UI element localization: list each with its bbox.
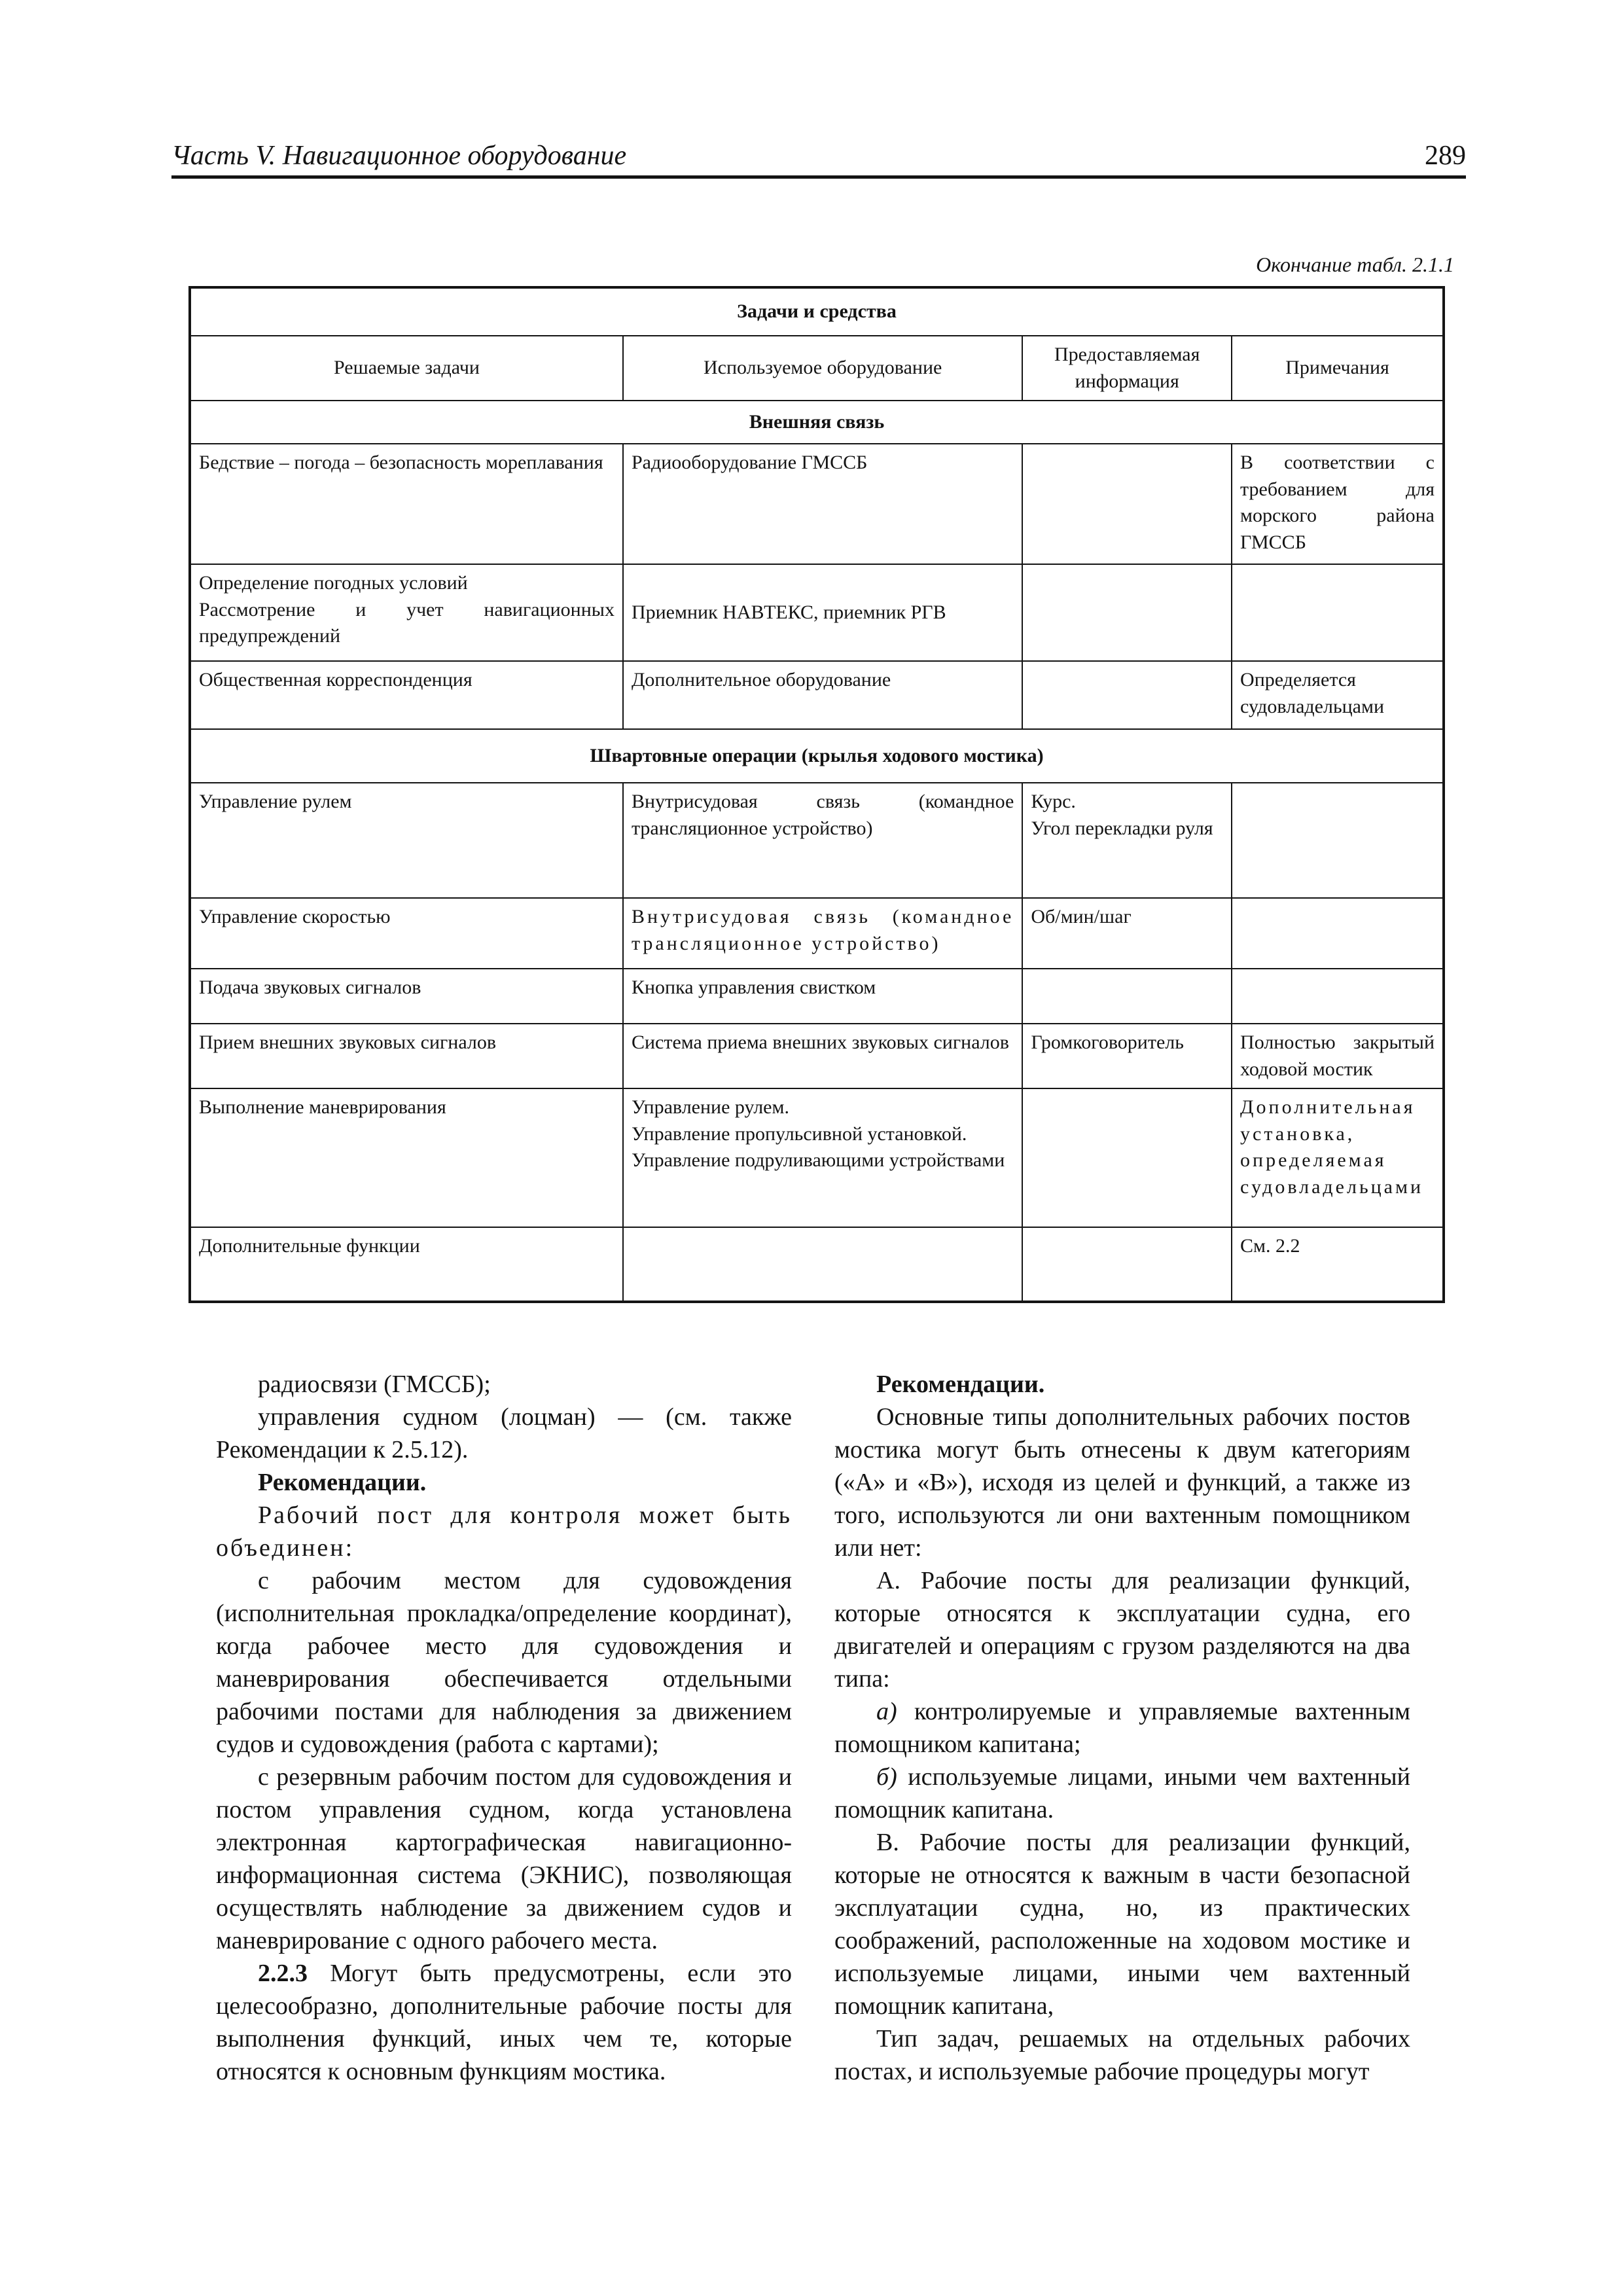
list-text: контролируемые и управляемые вахтенным помощником капитана; <box>834 1698 1410 1758</box>
table-cell <box>1232 969 1444 1024</box>
table-cell: См. 2.2 <box>1232 1227 1444 1302</box>
running-title: Часть V. Навигационное оборудование <box>171 141 627 171</box>
clause-number: 2.2.3 <box>258 1960 308 1987</box>
table-cell: Радиооборудование ГМССБ <box>623 444 1022 564</box>
paragraph: Основные типы дополнительных рабочих постов мостика могут быть отнесены к двум категориям («А» и «В»), исходя из целей и функций, а также из того, используются ли они вахтенным помощником или нет: <box>834 1403 1410 1562</box>
table-cell <box>1022 1227 1232 1302</box>
header-rule <box>171 175 1466 179</box>
column-header: Решаемые задачи <box>190 336 623 401</box>
table-cell: Кнопка управления свистком <box>623 969 1022 1024</box>
table-cell: Подача звуковых сигналов <box>190 969 623 1024</box>
table-cell <box>1022 661 1232 729</box>
table-cell: Об/мин/шаг <box>1022 898 1232 969</box>
table-cell: Общественная корреспонденция <box>190 661 623 729</box>
page-number: 289 <box>1425 141 1466 171</box>
paragraph: В. Рабочие посты для реализации функций, которые не относятся к важным в части безопасной эксплуатации судна, но, из практических соображений, расположенные на ходовом мостике и используемые лицами, иными чем вахтенный помощник капитана, <box>834 1829 1410 2020</box>
table-cell: Внутрисудовая связь (командное трансляционное устройство) <box>623 783 1022 898</box>
table-caption: Окончание табл. 2.1.1 <box>1256 253 1454 276</box>
column-header: Используемое оборудование <box>623 336 1022 401</box>
table-cell <box>623 1227 1022 1302</box>
table-cell <box>1022 969 1232 1024</box>
paragraph: управления судном (лоцман) — (см. также Рекомендации к 2.5.12). <box>216 1403 792 1463</box>
table-cell-line: Курс. <box>1031 791 1076 812</box>
table-cell: Система приема внешних звуковых сигналов <box>623 1024 1022 1088</box>
table-cell: Приемник НАВТЕКС, приемник РГВ <box>623 564 1022 661</box>
table-cell: Дополнительное оборудование <box>623 661 1022 729</box>
table-cell <box>1022 783 1232 898</box>
paragraph <box>834 1761 1410 1826</box>
column-header: Примечания <box>1232 336 1444 401</box>
table-title: Задачи и средства <box>190 287 1444 336</box>
list-marker: а) <box>876 1698 897 1725</box>
recommendations-heading: Рекомендации. <box>876 1371 1045 1398</box>
paragraph: А. Рабочие посты для реализации функций, которые относятся к эксплуатации судна, его двигателей и операциям с грузом разделяются на два типа: <box>834 1567 1410 1693</box>
table-cell-line: Определение погодных условий <box>199 572 468 594</box>
table-cell: В соответствии с требованием для морского района ГМССБ <box>1232 444 1444 564</box>
table-cell: Определяется судовладельцами <box>1232 661 1444 729</box>
paragraph <box>834 1695 1410 1761</box>
table-cell: Выполнение маневрирования <box>190 1088 623 1227</box>
paragraph: радиосвязи (ГМССБ); <box>258 1371 491 1398</box>
table-cell <box>190 564 623 661</box>
paragraph: Тип задач, решаемых на отдельных рабочих постах, и используемые рабочие процедуры могут <box>834 2025 1410 2085</box>
table-cell <box>1232 564 1444 661</box>
recommendations-heading: Рекомендации. <box>258 1469 427 1496</box>
table-cell-line: Управление подруливающими устройствами <box>631 1149 1005 1171</box>
table-cell: Прием внешних звуковых сигналов <box>190 1024 623 1088</box>
table-cell-line: Управление пропульсивной установкой. <box>631 1122 967 1145</box>
list-marker: б) <box>876 1763 897 1791</box>
table-cell: Бедствие – погода – безопасность мореплавания <box>190 444 623 564</box>
table-cell: Дополнительная установка, определяемая судовладельцами <box>1232 1088 1444 1227</box>
left-column <box>216 1368 792 2088</box>
table-cell: Внутрисудовая связь (командное трансляционное устройство) <box>623 898 1022 969</box>
table-cell <box>1022 1088 1232 1227</box>
paragraph: с рабочим местом для судовождения (исполнительная прокладка/определение координат), когда рабочее место для судовождения и маневрирования обеспечивается отдельными рабочими постами для наблюдения за движением судов и судовождения (работа с картами); <box>216 1567 792 1758</box>
paragraph <box>216 1957 792 2088</box>
table-cell-line: Угол перекладки руля <box>1031 817 1213 839</box>
tasks-table <box>188 286 1445 1303</box>
table-cell-line: Рассмотрение и учет навигационных предупреждений <box>199 598 615 647</box>
table-cell <box>1022 564 1232 661</box>
section-header: Внешняя связь <box>190 401 1444 444</box>
table-cell: Управление рулем <box>190 783 623 898</box>
section-header: Швартовные операции (крылья ходового мостика) <box>190 729 1444 783</box>
table-cell: Полностью закрытый ходовой мостик <box>1232 1024 1444 1088</box>
table-cell: Дополнительные функции <box>190 1227 623 1302</box>
right-column <box>834 1368 1410 2088</box>
paragraph: Рабочий пост для контроля может быть объединен: <box>216 1501 792 1562</box>
table-cell-line: Управление рулем. <box>631 1096 789 1118</box>
table-cell <box>623 1088 1022 1227</box>
table-cell: Громкоговоритель <box>1022 1024 1232 1088</box>
table-cell <box>1022 444 1232 564</box>
table-cell <box>1232 783 1444 898</box>
column-header: Предоставляемая информация <box>1022 336 1232 401</box>
paragraph: с резервным рабочим постом для судовождения и постом управления судном, когда установлена электронная картографическая навигационно-информационная система (ЭКНИС), позволяющая осуществлять наблюдение за движением судов и маневрирование с одного рабочего места. <box>216 1763 792 1954</box>
table-cell: Управление скоростью <box>190 898 623 969</box>
table-cell <box>1232 898 1444 969</box>
clause-text: Могут быть предусмотрены, если это целесообразно, дополнительные рабочие посты для выполнения функций, иных чем те, которые относятся к основным функциям мостика. <box>216 1960 792 2085</box>
list-text: используемые лицами, иными чем вахтенный помощник капитана. <box>834 1763 1410 1823</box>
page-header <box>171 140 1466 179</box>
